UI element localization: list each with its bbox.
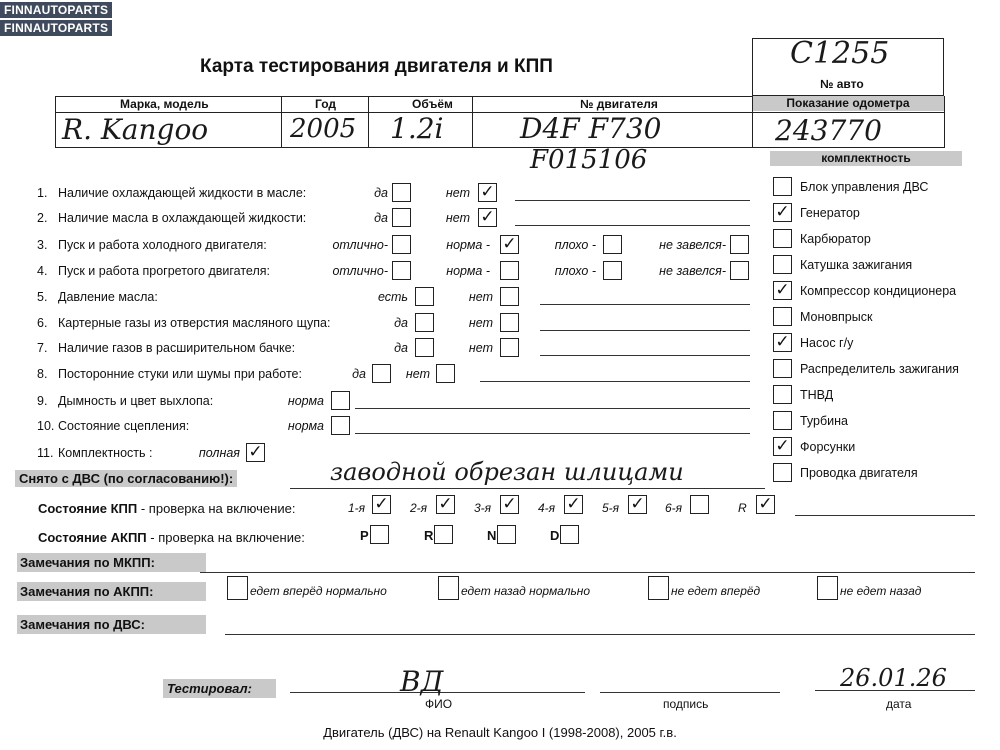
answer-line [540,355,750,356]
car-number-label: № авто [820,77,864,91]
completeness-item-label: Блок управления ДВС [800,180,929,194]
signature-value: ВД [400,665,444,698]
date-label: дата [886,697,912,711]
akpp-row [38,530,305,545]
option-label: нет [405,367,430,381]
answer-line [480,381,750,382]
option-label: отлично- [332,238,388,252]
gear-label: 4-я [538,501,556,515]
akpp-remark-checkbox[interactable] [438,576,459,600]
col-divider [752,96,753,148]
option-checkbox[interactable] [246,443,265,462]
kpp-row [38,501,295,516]
signature-label: подпись [663,697,709,711]
question-text: Дымность и цвет выхлопа: [58,394,214,408]
col-divider [281,96,282,148]
option-checkbox[interactable] [331,416,350,435]
option-label: не завелся- [659,238,726,252]
option-checkbox[interactable] [392,208,411,227]
check-mark: ✓ [630,494,645,513]
question-number: 8. [37,367,48,381]
question-number: 6. [37,316,48,330]
option-checkbox[interactable] [478,183,497,202]
value-year: 2005 [290,114,357,144]
akpp-remark-label: едет назад нормально [461,584,591,598]
header-odometer: Показание одометра [752,96,944,111]
option-checkbox[interactable] [730,261,749,280]
akpp-mode-label: N [487,528,497,543]
option-checkbox[interactable] [500,287,519,306]
question-number: 1. [37,186,48,200]
question-text: Пуск и работа холодного двигателя: [58,238,267,252]
question-number: 10. [37,419,55,433]
kpp-line [795,515,975,516]
akpp-remark-checkbox[interactable] [817,576,838,600]
option-checkbox[interactable] [415,313,434,332]
question-text: Комплектность : [58,446,153,460]
answer-line [355,408,750,409]
kpp-label: Состояние КПП [38,501,138,516]
option-label: плохо - [554,238,596,252]
option-checkbox[interactable] [415,287,434,306]
option-checkbox[interactable] [392,235,411,254]
option-label: плохо - [554,264,596,278]
option-label: нет [445,211,470,225]
option-checkbox[interactable] [730,235,749,254]
tested-label: Тестировал: [163,679,276,698]
gear-label: 6-я [665,501,683,515]
remarks-akpp-label: Замечания по АКПП: [17,582,206,601]
completeness-checkbox[interactable] [773,203,792,222]
removed-note: заводной обрезан шлицами [330,458,684,486]
completeness-item-label: Турбина [800,414,848,428]
option-label: нет [445,186,470,200]
akpp-remark-label: не едет вперёд [671,584,761,598]
header-make: Марка, модель [120,97,209,111]
completeness-title: комплектность [770,151,962,166]
completeness-checkbox[interactable] [773,463,792,482]
option-label: норма - [446,264,490,278]
header-volume: Объём [412,97,453,111]
col-divider [472,96,473,148]
question-text: Посторонние стуки или шумы при работе: [58,367,302,381]
option-label: да [394,341,408,355]
value-odometer: 243770 [775,114,882,147]
option-checkbox[interactable] [392,261,411,280]
check-mark: ✓ [775,202,790,221]
question-text: Картерные газы из отверстия масляного щупа: [58,316,331,330]
value-make: R. Kangoo [62,113,209,146]
question-number: 3. [37,238,48,252]
question-text: Состояние сцепления: [58,419,190,433]
header-engine-no: № двигателя [580,97,658,111]
completeness-checkbox[interactable] [773,307,792,326]
option-checkbox[interactable] [500,338,519,357]
gear-label: 5-я [602,501,620,515]
completeness-item-label: Насос г/у [800,336,854,350]
option-label: отлично- [332,264,388,278]
gear-label: R [738,501,747,515]
option-checkbox[interactable] [436,364,455,383]
akpp-remark-label: не едет назад [840,584,922,598]
gear-checkbox[interactable] [628,495,647,514]
completeness-item-label: Форсунки [800,440,856,454]
completeness-checkbox[interactable] [773,229,792,248]
completeness-item-label: Распределитель зажигания [800,362,959,376]
option-checkbox[interactable] [372,364,391,383]
check-mark: ✓ [775,436,790,455]
page-caption: Двигатель (ДВС) на Renault Kangoo I (1998-2008), 2005 г.в. [323,725,677,740]
answer-line [355,433,750,434]
gear-label: 3-я [474,501,492,515]
gear-checkbox[interactable] [372,495,391,514]
gear-label: 2-я [410,501,428,515]
akpp-suffix: - проверка на включение: [146,530,305,545]
completeness-checkbox[interactable] [773,333,792,352]
option-label: полная [198,446,240,460]
removed-label: Снято с ДВС (по согласованию!): [15,470,237,487]
check-mark: ✓ [775,280,790,299]
remarks-mkpp-label: Замечания по МКПП: [17,553,206,572]
check-mark: ✓ [775,332,790,351]
option-label: есть [377,290,408,304]
option-label: не завелся- [659,264,726,278]
kpp-suffix: - проверка на включение: [137,501,296,516]
completeness-checkbox[interactable] [773,177,792,196]
completeness-checkbox[interactable] [773,437,792,456]
option-label: норма - [446,238,490,252]
question-number: 7. [37,341,48,355]
check-mark: ✓ [566,494,581,513]
completeness-item-label: Проводка двигателя [800,466,918,480]
completeness-item-label: ТНВД [800,388,834,402]
form-title: Карта тестирования двигателя и КПП [200,56,553,77]
question-text: Давление масла: [58,290,158,304]
completeness-checkbox[interactable] [773,281,792,300]
option-checkbox[interactable] [415,338,434,357]
completeness-item-label: Карбюратор [800,232,871,246]
question-number: 9. [37,394,48,408]
option-label: норма [287,394,324,408]
check-mark: ✓ [248,442,263,461]
car-number-value: C1255 [790,36,890,71]
completeness-checkbox[interactable] [773,385,792,404]
option-checkbox[interactable] [500,261,519,280]
answer-line [540,330,750,331]
answer-line [540,304,750,305]
check-mark: ✓ [758,494,773,513]
completeness-checkbox[interactable] [773,411,792,430]
akpp-mode-checkbox[interactable] [497,525,516,544]
removed-line [290,488,765,489]
option-label: нет [468,290,493,304]
value-engine-no-2: F015106 [530,145,648,175]
answer-line [515,200,750,201]
akpp-mode-label: D [550,528,560,543]
completeness-item-label: Катушка зажигания [800,258,913,272]
completeness-item-label: Компрессор кондиционера [800,284,957,298]
question-text: Пуск и работа прогретого двигателя: [58,264,270,278]
question-text: Наличие газов в расширительном бачке: [58,341,296,355]
gear-checkbox[interactable] [500,495,519,514]
question-number: 4. [37,264,48,278]
value-engine-no: D4F F730 [520,112,662,145]
option-checkbox[interactable] [603,235,622,254]
check-mark: ✓ [438,494,453,513]
option-checkbox[interactable] [392,183,411,202]
akpp-mode-checkbox[interactable] [370,525,389,544]
akpp-mode-checkbox[interactable] [560,525,579,544]
option-checkbox[interactable] [478,208,497,227]
question-text: Наличие масла в охлаждающей жидкости: [58,211,307,225]
option-label: нет [468,341,493,355]
gear-checkbox[interactable] [564,495,583,514]
check-mark: ✓ [480,207,495,226]
akpp-mode-checkbox[interactable] [434,525,453,544]
gear-checkbox[interactable] [690,495,709,514]
remarks-dvs-line [225,634,975,635]
fio-label: ФИО [425,697,453,711]
answer-line [515,225,750,226]
completeness-item-label: Генератор [800,206,860,220]
header-year: Год [315,97,336,111]
remarks-mkpp-line [200,572,975,573]
completeness-checkbox[interactable] [773,255,792,274]
question-number: 11. [37,446,54,460]
value-volume: 1.2i [390,112,444,145]
option-label: да [394,316,408,330]
completeness-item-label: Моновпрыск [800,310,873,324]
akpp-mode-label: P [360,528,369,543]
remarks-dvs-label: Замечания по ДВС: [17,615,206,634]
option-checkbox[interactable] [603,261,622,280]
watermark-line1: FINNAUTOPARTS [0,2,112,18]
akpp-remark-checkbox[interactable] [227,576,248,600]
date-value: 26.01.26 [840,664,947,692]
question-number: 2. [37,211,48,225]
col-divider [368,96,369,148]
gear-checkbox[interactable] [756,495,775,514]
akpp-remark-checkbox[interactable] [648,576,669,600]
akpp-label: Состояние АКПП [38,530,147,545]
question-text: Наличие охлаждающей жидкости в масле: [58,186,307,200]
gear-checkbox[interactable] [436,495,455,514]
akpp-mode-label: R [424,528,434,543]
check-mark: ✓ [374,494,389,513]
gear-label: 1-я [348,501,366,515]
check-mark: ✓ [480,182,495,201]
option-checkbox[interactable] [331,391,350,410]
option-label: да [352,367,366,381]
option-checkbox[interactable] [500,313,519,332]
option-label: нет [468,316,493,330]
question-number: 5. [37,290,48,304]
option-label: норма [287,419,324,433]
check-mark: ✓ [502,234,517,253]
check-mark: ✓ [502,494,517,513]
watermark-line2: FINNAUTOPARTS [0,20,112,36]
akpp-remark-label: едет вперёд нормально [250,584,387,598]
signature-line [600,692,780,693]
option-label: да [374,186,388,200]
option-checkbox[interactable] [500,235,519,254]
completeness-checkbox[interactable] [773,359,792,378]
option-label: да [374,211,388,225]
